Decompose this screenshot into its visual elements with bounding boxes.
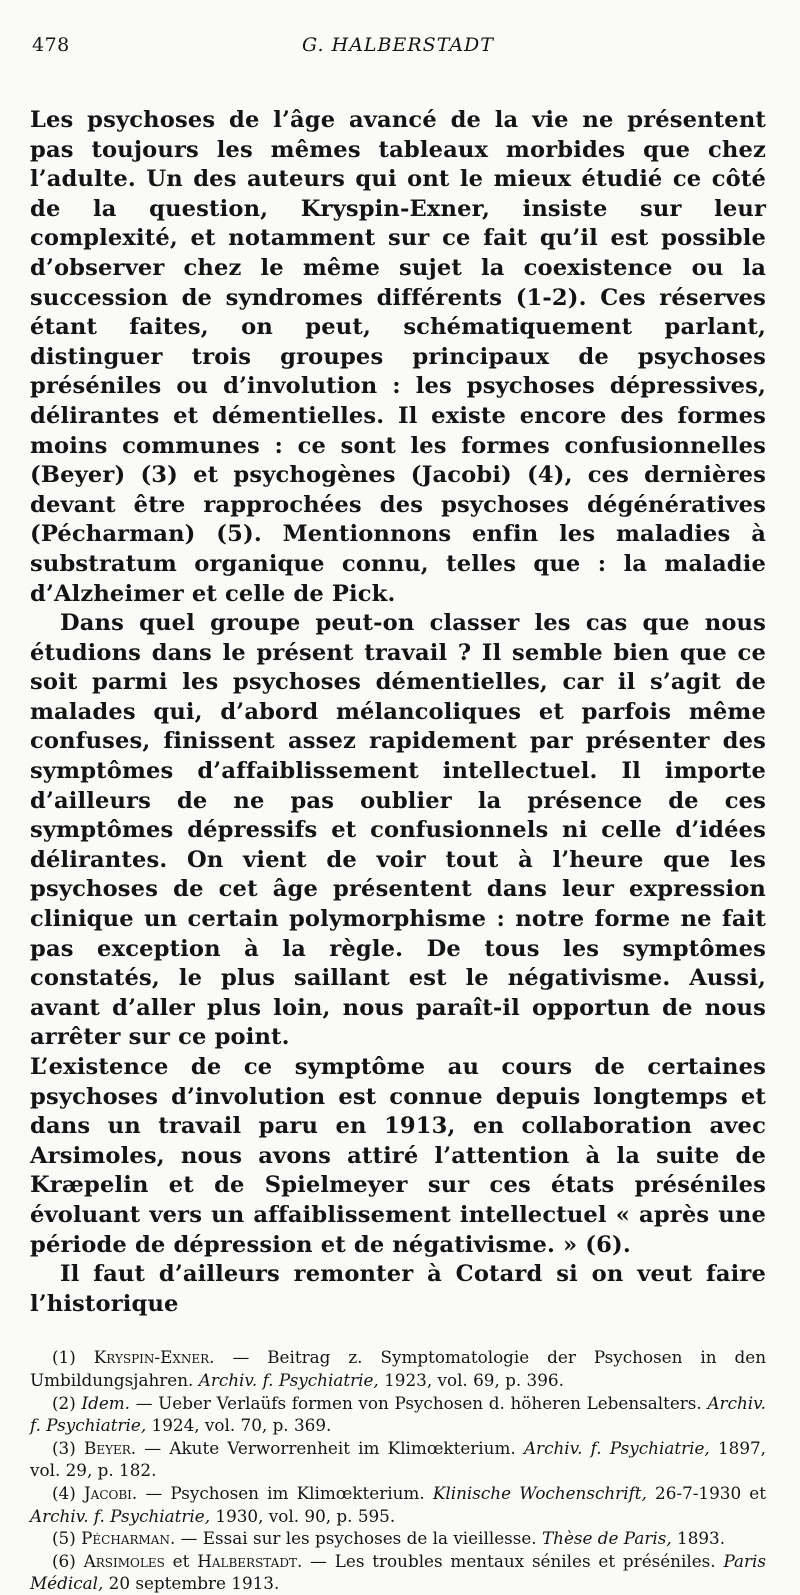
footnotes [30, 1346, 766, 1595]
footnote-ref: 1923, vol. 69, p. 396. [384, 1369, 564, 1390]
footnote-journal: Archiv. f. Psychiatrie, [198, 1369, 379, 1390]
footnote-number: (6) [52, 1550, 76, 1571]
footnote-author: Kryspin-Exner. [93, 1347, 215, 1368]
footnote-title: — Ueber Verlaüfs formen von Psychosen d. höheren Lebensalters. [135, 1392, 702, 1413]
running-head: G. HALBERSTADT [302, 34, 494, 56]
footnote-title: — Essai sur les psychoses de la vieillesse. [180, 1528, 537, 1549]
footnote-author: Idem. [81, 1392, 131, 1413]
footnote-author: Jacobi. [83, 1482, 138, 1503]
paragraph: Dans quel groupe peut-on classer les cas que nous étudions dans le présent travail ? Il semble bien que ce soit parmi les psychoses démentielles, car il s’agit de malades qui, d’abord mélancoliques et parfois même confuses, finissent assez rapidement par présenter des symptômes d’affaiblissement intellectuel. Il importe d’ailleurs de ne pas oublier la présence de ces symptômes dépressifs et confusionnels ni celle d’idées délirantes. On vient de voir tout à l’heure que les psychoses de cet âge présentent dans leur expression clinique un certain polymorphisme : notre forme ne fait pas exception à la règle. De tous les symptômes constatés, le plus saillant est le négativisme. Aussi, avant d’aller plus loin, nous paraît-il opportun de nous arrêter sur ce point. [30, 610, 766, 1051]
footnote-author: Halberstadt. [197, 1550, 303, 1571]
footnote-number: (1) [52, 1347, 76, 1368]
paragraph: Les psychoses de l’âge avancé de la vie ne présentent pas toujours les mêmes tableaux morbides que chez l’adulte. Un des auteurs qui ont le mieux étudié ce côté de la question, Kryspin-Exner, insiste sur leur complexité, et notamment sur ce fait qu’il est possible d’observer chez le même sujet la coexistence ou la succession de syndromes différents (1-2). Ces réserves étant faites, on peut, schématiquement parlant, distinguer trois groupes principaux de psychoses préséniles ou d’involution : les psychoses dépressives, délirantes et démentielles. Il existe encore des formes moins communes : ce sont les formes confusionnelles (Beyer) (3) et psychogènes (Jacobi) (4), ces dernières devant être rapprochées des psychoses dégénératives (Pécharman) (5). Mentionnons enfin les maladies à substratum organique connu, telles que : la maladie d’Alzheimer et celle de Pick. [30, 107, 766, 607]
footnote-ref: 1924, vol. 70, p. 369. [151, 1415, 332, 1436]
footnote-ref: 1897, vol. 29, p. 182. [30, 1437, 767, 1481]
footnote-title: — Psychosen im Klimœkterium. [145, 1482, 425, 1503]
footnote-ref: 20 septembre 1913. [108, 1573, 280, 1594]
footnote [30, 1550, 766, 1595]
footnote [30, 1527, 766, 1550]
footnote-title: — Les troubles mentaux séniles et préséniles. [310, 1550, 716, 1571]
footnote-number: (3) [52, 1437, 76, 1458]
paragraph: Il faut d’ailleurs remonter à Cotard si on veut faire l’historique [30, 1261, 766, 1317]
footnote-journal: Archiv. f. Psychiatrie, [523, 1437, 710, 1458]
footnote-conjunction: et [172, 1550, 190, 1571]
footnote [30, 1346, 766, 1391]
footnote-ref: 1930, vol. 90, p. 595. [215, 1505, 396, 1526]
footnote-number: (2) [52, 1392, 76, 1413]
body-text [30, 106, 766, 1319]
footnote-author: Arsimoles [83, 1550, 165, 1571]
page-header [30, 30, 766, 70]
footnote-journal: Archiv. f. Psychiatrie, [30, 1392, 766, 1436]
footnote-author: Pécharman. [81, 1528, 176, 1549]
footnote-journal: Klinische Wochenschrift, [432, 1482, 647, 1503]
footnote-number: (4) [52, 1482, 76, 1503]
page-number: 478 [32, 34, 70, 56]
footnote-author: Beyer. [84, 1437, 137, 1458]
paragraph: L’existence de ce symptôme au cours de certaines psychoses d’involution est connue depuis longtemps et dans un travail paru en 1913, en collaboration avec Arsimoles, nous avons attiré l’attention à la suite de Kræpelin et de Spielmeyer sur ces états préséniles évoluant vers un affaiblissement intellectuel « après une période de dépression et de négativisme. » (6). [30, 1054, 766, 1258]
footnote-ref: 1893. [677, 1528, 726, 1549]
footnote-title: — Beitrag z. Symptomatologie der Psychosen in den Umbildungsjahren. [30, 1347, 766, 1390]
footnote [30, 1482, 766, 1527]
footnote [30, 1392, 766, 1437]
footnote-journal: Thèse de Paris, [541, 1528, 672, 1549]
footnote-journal: Archiv. f. Psychiatrie, [30, 1505, 211, 1526]
footnote-journal: Paris Médical, [30, 1550, 766, 1594]
footnote-number: (5) [52, 1528, 76, 1549]
footnote-title: — Akute Verworrenheit im Klimœkterium. [144, 1437, 516, 1458]
footnote-ref: 26-7-1930 et [655, 1482, 766, 1503]
footnote [30, 1437, 766, 1482]
